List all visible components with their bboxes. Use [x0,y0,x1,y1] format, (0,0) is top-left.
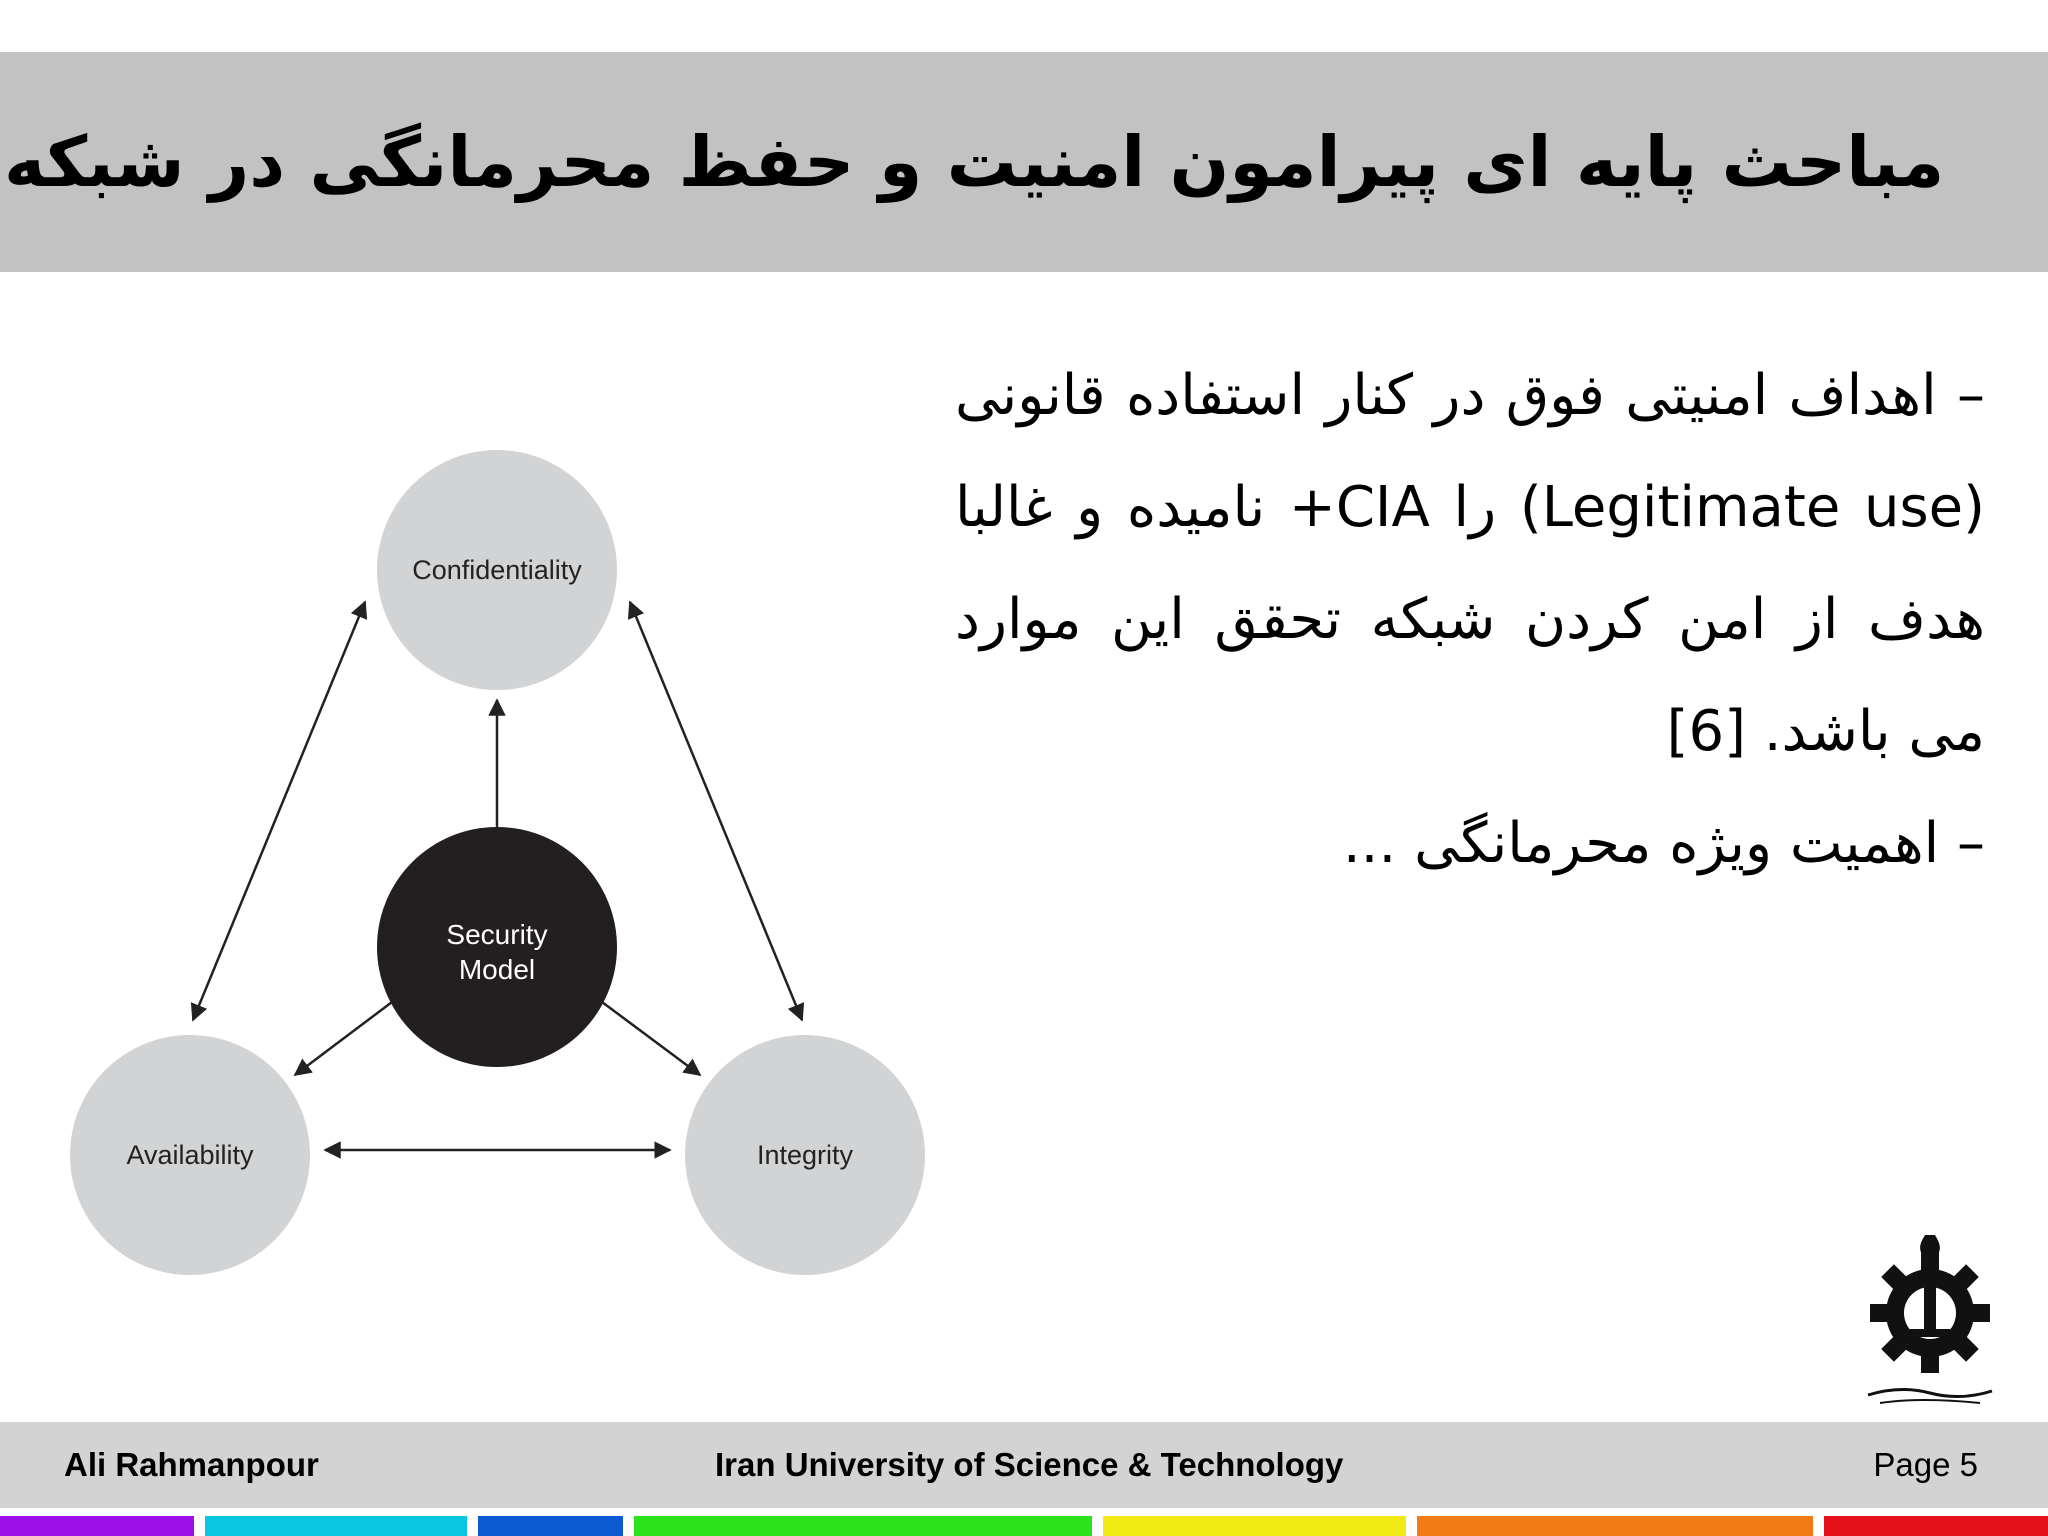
title-bar [0,52,2048,272]
label-model: Model [458,954,536,985]
arrow-confidentiality-availability [193,602,365,1020]
label-integrity: Integrity [756,1140,854,1170]
footer-page-number: Page 5 [1873,1446,1978,1483]
arrow-confidentiality-integrity [630,602,802,1020]
footer-author: Ali Rahmanpour [64,1446,319,1483]
diagram-canvas [50,430,950,1290]
arrow-model-to-availability [295,1002,392,1075]
page-title: مباحث پایه ای پیرامون امنیت و حفظ محرمانگی در شبکه [4,121,1945,203]
footer-bar [0,1422,2048,1508]
label-security: Security [446,919,548,950]
color-strip [0,1516,2048,1536]
color-strip-segment-purple [0,1516,194,1536]
university-logo [1850,1235,2010,1410]
security-model-diagram [50,430,950,1290]
body-text [955,340,1985,900]
arrow-model-to-integrity [602,1002,700,1075]
color-strip-segment-blue [478,1516,623,1536]
color-strip-segment-yellow [1103,1516,1406,1536]
color-strip-segment-green [634,1516,1092,1536]
color-strip-segment-cyan [205,1516,467,1536]
label-availability: Availability [126,1140,254,1170]
footer-institution: Iran University of Science & Technology [715,1446,1344,1483]
university-emblem-icon [1850,1235,2010,1410]
label-confidentiality: Confidentiality [412,555,582,585]
bullet-confidentiality-importance: – اهمیت ویژه محرمانگی ... [1342,811,1985,876]
color-strip-segment-orange [1417,1516,1813,1536]
bullet-cia-plus: – اهداف امنیتی فوق در کنار استفاده قانونی (Legitimate use) را CIA+ نامیده و غالبا هدف از امن کردن شبکه تحقق این موارد می باشد. [6] [955,363,1985,764]
color-strip-segment-red [1824,1516,2048,1536]
